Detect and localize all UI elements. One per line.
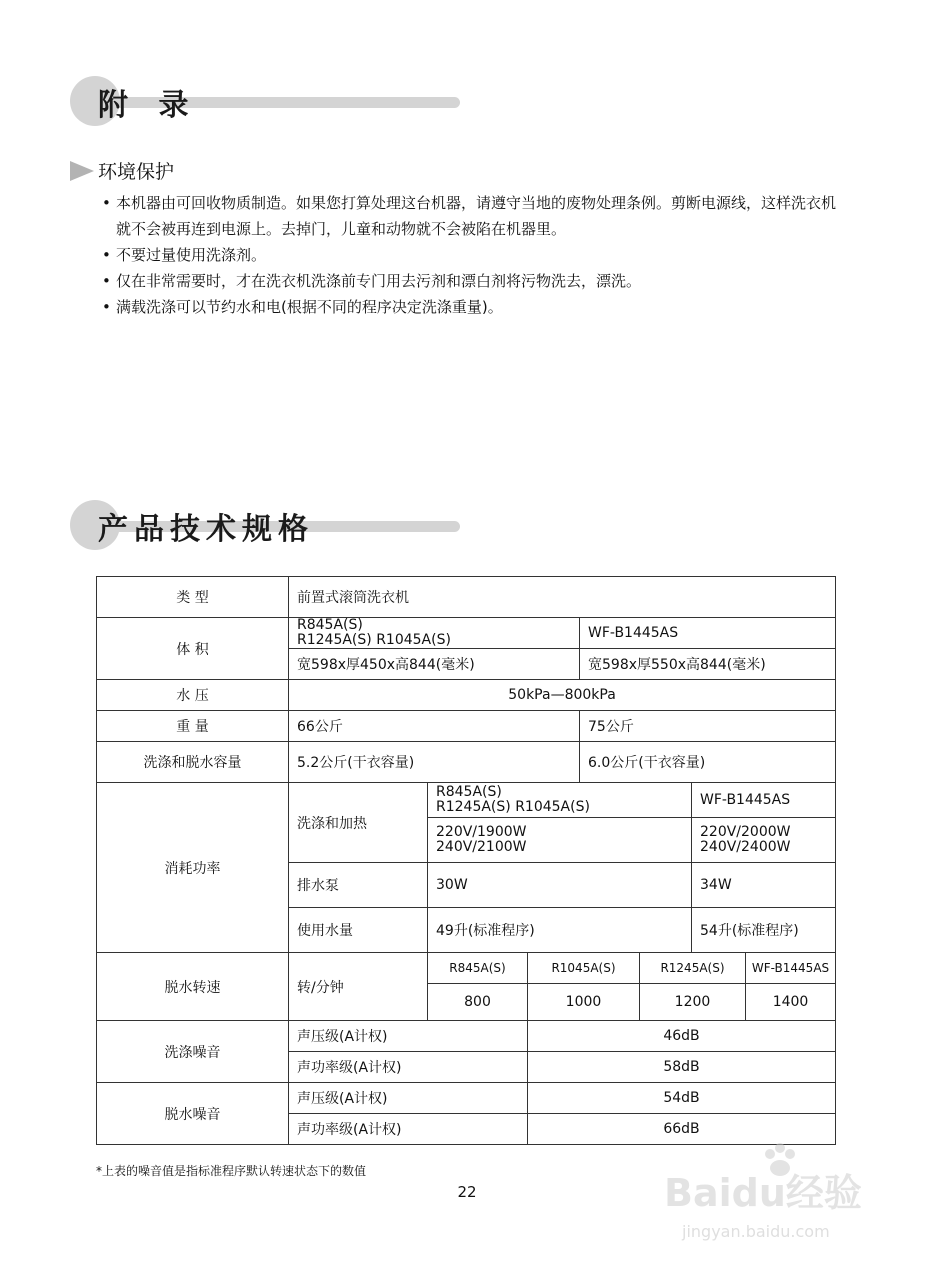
power-line: 240V/2100W bbox=[436, 839, 527, 855]
heat-label: 洗涤和加热 bbox=[289, 783, 428, 863]
spec-table bbox=[96, 576, 836, 1145]
spin-noise-pressure: 54dB bbox=[528, 1083, 836, 1114]
wash-noise-pressure: 46dB bbox=[528, 1021, 836, 1052]
spin-model: R1245A(S) bbox=[640, 953, 746, 984]
spec-heading bbox=[70, 500, 470, 550]
spin-model: R1045A(S) bbox=[528, 953, 640, 984]
pressure-value: 50kPa—800kPa bbox=[289, 680, 836, 711]
heat-values-b bbox=[692, 818, 836, 863]
environment-subtitle: 环境保护 bbox=[98, 161, 175, 183]
table-row bbox=[97, 742, 836, 783]
pump-a: 30W bbox=[428, 863, 692, 908]
appendix-title: 附 录 bbox=[98, 88, 199, 123]
capacity-a: 5.2公斤(干衣容量) bbox=[289, 742, 580, 783]
type-value: 前置式滚筒洗衣机 bbox=[289, 577, 836, 618]
wash-noise-label: 洗涤噪音 bbox=[97, 1021, 289, 1083]
water-b: 54升(标准程序) bbox=[692, 908, 836, 953]
volume-models-b: WF-B1445AS bbox=[580, 618, 836, 649]
table-row bbox=[97, 783, 836, 818]
appendix-heading bbox=[70, 76, 470, 126]
weight-a: 66公斤 bbox=[289, 711, 580, 742]
weight-label: 重 量 bbox=[97, 711, 289, 742]
sound-power-label: 声功率级(A计权) bbox=[289, 1114, 528, 1145]
baidu-watermark bbox=[660, 1140, 910, 1260]
spec-title: 产品技术规格 bbox=[98, 512, 314, 547]
bullet-item: • 满载洗涤可以节约水和电(根据不同的程序决定洗涤重量)。 bbox=[102, 294, 842, 320]
power-label: 消耗功率 bbox=[97, 783, 289, 953]
sound-pressure-label: 声压级(A计权) bbox=[289, 1021, 528, 1052]
water-label: 使用水量 bbox=[289, 908, 428, 953]
sound-power-label: 声功率级(A计权) bbox=[289, 1052, 528, 1083]
pump-b: 34W bbox=[692, 863, 836, 908]
spin-model: WF-B1445AS bbox=[746, 953, 836, 984]
environment-bullet-list bbox=[102, 190, 842, 320]
bullet-item: • 不要过量使用洗涤剂。 bbox=[102, 242, 842, 268]
model-line: R1245A(S) R1045A(S) bbox=[436, 799, 590, 815]
capacity-b: 6.0公斤(干衣容量) bbox=[580, 742, 836, 783]
model-line: R845A(S) bbox=[436, 784, 502, 800]
model-line: R1245A(S) R1045A(S) bbox=[297, 632, 451, 648]
pressure-label: 水 压 bbox=[97, 680, 289, 711]
watermark-logo: Baidu经验 bbox=[664, 1171, 862, 1215]
heat-models-a bbox=[428, 783, 692, 818]
spin-noise-label: 脱水噪音 bbox=[97, 1083, 289, 1145]
volume-dim-b: 宽598x厚550x高844(毫米) bbox=[580, 649, 836, 680]
table-row bbox=[97, 711, 836, 742]
table-row bbox=[97, 1021, 836, 1052]
spin-noise-power: 66dB bbox=[528, 1114, 836, 1145]
spin-value: 1200 bbox=[640, 984, 746, 1021]
power-line: 240V/2400W bbox=[700, 839, 791, 855]
table-row bbox=[97, 680, 836, 711]
spin-label: 脱水转速 bbox=[97, 953, 289, 1021]
spin-unit: 转/分钟 bbox=[289, 953, 428, 1021]
spin-model: R845A(S) bbox=[428, 953, 528, 984]
spin-value: 800 bbox=[428, 984, 528, 1021]
spin-value: 1000 bbox=[528, 984, 640, 1021]
page-number: 22 bbox=[457, 1183, 477, 1201]
type-label: 类 型 bbox=[97, 577, 289, 618]
power-line: 220V/1900W bbox=[436, 824, 527, 840]
bullet-item: • 本机器由可回收物质制造。如果您打算处理这台机器，请遵守当地的废物处理条例。剪断电源线，这样洗衣机就不会被再连到电源上。去掉门，儿童和动物就不会被陷在机器里。 bbox=[102, 190, 842, 242]
sound-pressure-label: 声压级(A计权) bbox=[289, 1083, 528, 1114]
model-line: R845A(S) bbox=[297, 617, 363, 633]
triangle-bullet-icon bbox=[70, 161, 94, 181]
table-row bbox=[97, 1083, 836, 1114]
power-line: 220V/2000W bbox=[700, 824, 791, 840]
heat-values-a bbox=[428, 818, 692, 863]
table-row bbox=[97, 618, 836, 649]
table-row bbox=[97, 953, 836, 984]
wash-noise-power: 58dB bbox=[528, 1052, 836, 1083]
volume-label: 体 积 bbox=[97, 618, 289, 680]
pump-label: 排水泵 bbox=[289, 863, 428, 908]
capacity-label: 洗涤和脱水容量 bbox=[97, 742, 289, 783]
bullet-item: • 仅在非常需要时，才在洗衣机洗涤前专门用去污剂和漂白剂将污物洗去，漂洗。 bbox=[102, 268, 842, 294]
volume-dim-a: 宽598x厚450x高844(毫米) bbox=[289, 649, 580, 680]
watermark-url: jingyan.baidu.com bbox=[682, 1222, 830, 1241]
water-a: 49升(标准程序) bbox=[428, 908, 692, 953]
heat-models-b: WF-B1445AS bbox=[692, 783, 836, 818]
table-row bbox=[97, 577, 836, 618]
volume-models-a bbox=[289, 618, 580, 649]
weight-b: 75公斤 bbox=[580, 711, 836, 742]
spin-value: 1400 bbox=[746, 984, 836, 1021]
footnote: *上表的噪音值是指标准程序默认转速状态下的数值 bbox=[96, 1164, 367, 1178]
